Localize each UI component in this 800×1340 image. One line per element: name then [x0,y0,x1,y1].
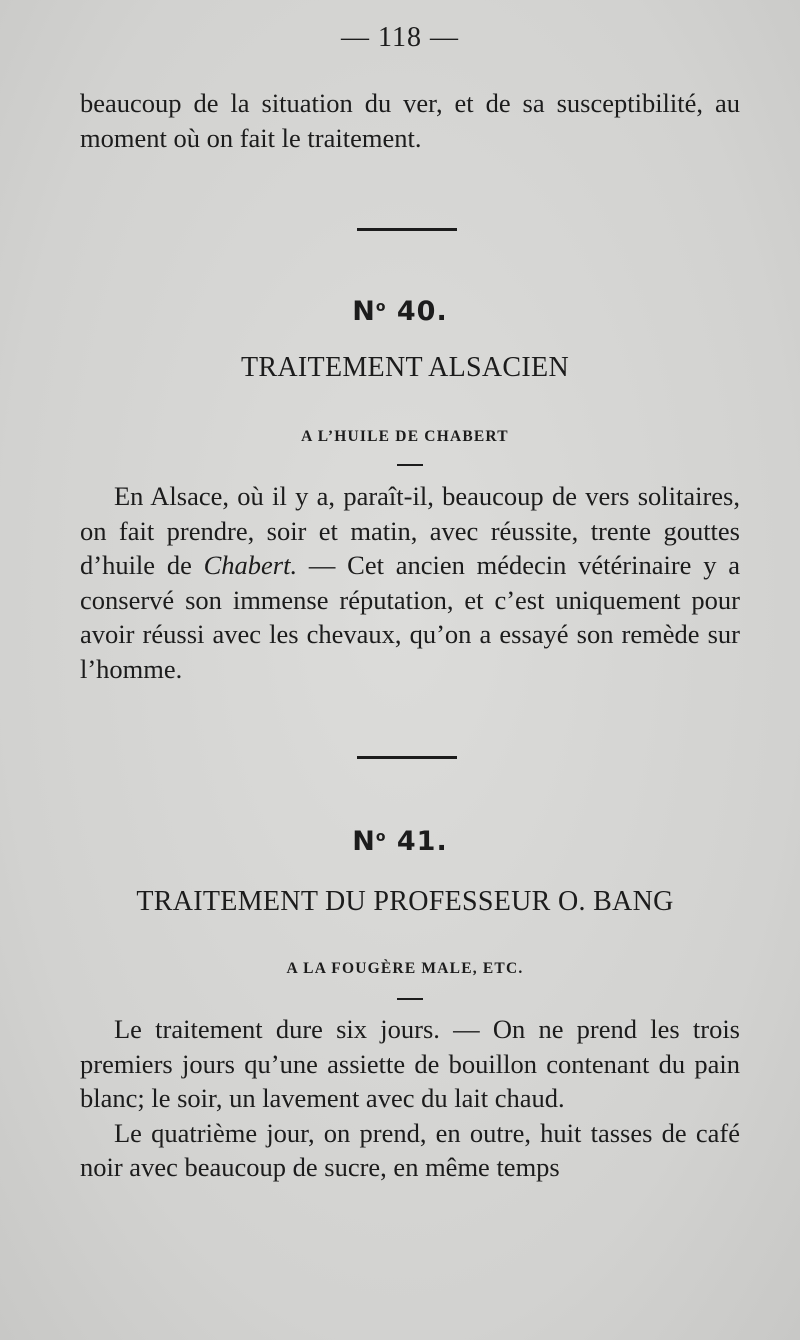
section-subtitle-40: A L’HUILE DE CHABERT [301,428,509,445]
paragraph-text: En Alsace, où il y a, paraît-il, beaucoup de vers solitaires, on fait prendre, soir et matin, avec réussite, trente gouttes d’huile de [80,481,740,580]
body-paragraph: Le quatrième jour, on prend, en outre, huit tasses de café noir avec beaucoup de sucre, en même temps [80,1117,740,1182]
section-number-40 [0,296,800,327]
subtitle-divider [397,464,423,466]
subtitle-divider [397,998,423,1000]
section-divider [357,756,457,759]
paragraph-text: — Cet ancien médecin vétérinaire y a conservé son immense réputation, et c’est uniquement pour avoir réussi avec les chevaux, qu’on a essayé son remède sur l’homme. [80,550,740,684]
section-number-superscript: o [375,829,387,845]
section-number-value: 41. [396,826,448,857]
section-title-40: TRAITEMENT ALSACIEN [241,352,569,383]
section-number-41 [0,826,800,857]
continuation-paragraph: beaucoup de la situation du ver, et de sa susceptibilité, au moment où on fait le traitement. [80,88,740,153]
section-number-prefix: N [352,296,376,327]
section-body-40 [80,479,740,686]
body-paragraph [80,479,740,686]
section-body-41 [80,1012,740,1185]
section-subtitle-41: A LA FOUGÈRE MALE, ETC. [286,960,524,977]
continuation-block [80,86,740,155]
body-paragraph: Le traitement dure six jours. — On ne prend les trois premiers jours qu’une assiette de bouillon contenant du pain blanc; le soir, un lavement avec du lait chaud. [80,1014,740,1113]
page-number: — 118 — [341,22,459,53]
italic-name: Chabert. [203,550,298,580]
section-title-41: TRAITEMENT DU PROFESSEUR O. BANG [136,886,674,917]
section-number-superscript: o [375,299,387,315]
section-number-value: 40. [396,296,448,327]
section-divider [357,228,457,231]
section-number-prefix: N [352,826,376,857]
